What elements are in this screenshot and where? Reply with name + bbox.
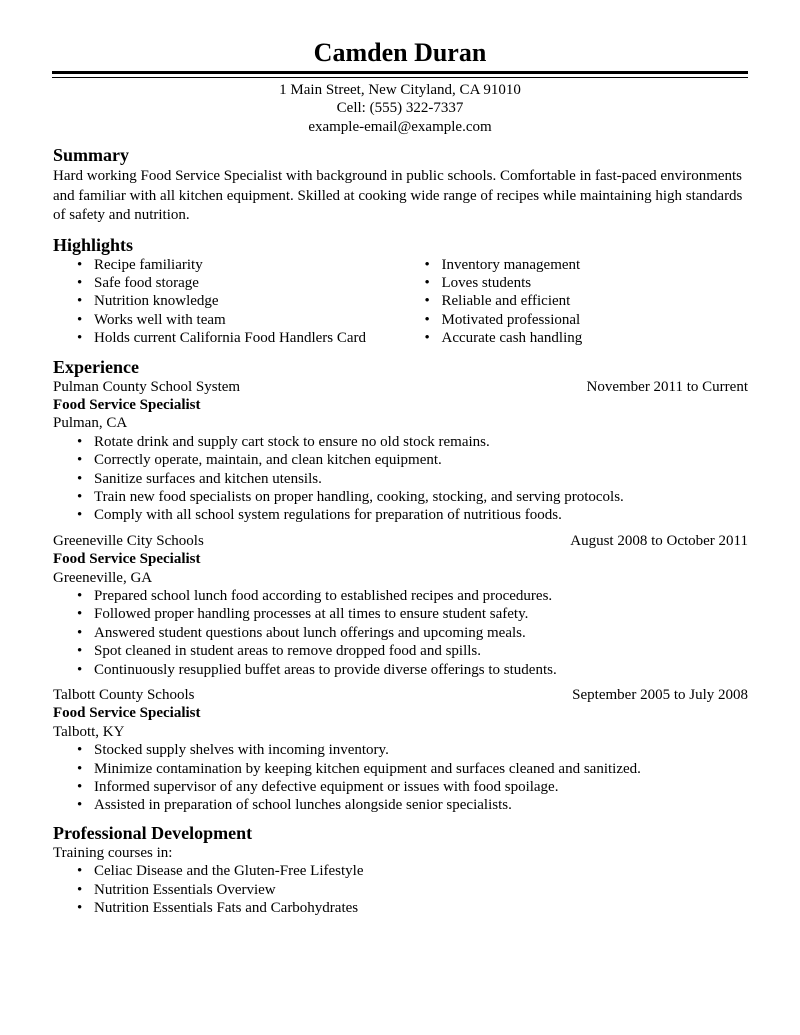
list-item: • Loves students — [442, 274, 749, 292]
list-item: • Nutrition Essentials Overview — [94, 881, 748, 899]
job-entry — [53, 378, 748, 525]
development-list — [53, 862, 748, 917]
address: 1 Main Street, New Cityland, CA 91010 — [279, 82, 521, 98]
list-item: • Continuously resupplied buffet areas to provide diverse offerings to students. — [94, 661, 748, 679]
list-item: • Prepared school lunch food according to established recipes and procedures. — [94, 587, 748, 605]
candidate-name: Camden Duran — [313, 38, 487, 67]
highlights-left — [53, 256, 401, 348]
list-item: • Stocked supply shelves with incoming inventory. — [94, 741, 748, 759]
job-location: Talbott, KY — [53, 723, 125, 740]
employer: Pulman County School System — [53, 378, 241, 395]
employer: Talbott County Schools — [53, 687, 195, 704]
list-item: • Nutrition knowledge — [94, 292, 401, 310]
list-item: • Rotate drink and supply cart stock to ensure no old stock remains. — [94, 433, 748, 451]
job-duties — [53, 587, 748, 679]
list-item: • Motivated professional — [442, 311, 749, 329]
job-location: Greeneville, GA — [53, 569, 153, 586]
list-item: • Spot cleaned in student areas to remove dropped food and spills. — [94, 642, 748, 660]
highlights-list — [53, 256, 748, 348]
email: example-email@example.com — [308, 118, 492, 135]
job-title: Food Service Specialist — [53, 396, 201, 413]
job-dates: November 2011 to Current — [586, 378, 748, 395]
job-dates: September 2005 to July 2008 — [572, 687, 748, 704]
list-item: • Answered student questions about lunch offerings and upcoming meals. — [94, 624, 748, 642]
list-item: • Assisted in preparation of school lunches alongside senior specialists. — [94, 796, 748, 814]
list-item: • Sanitize surfaces and kitchen utensils. — [94, 470, 748, 488]
list-item: • Reliable and efficient — [442, 292, 749, 310]
phone: Cell: (555) 322-7337 — [336, 100, 464, 117]
summary-text: Hard working Food Service Specialist with background in public schools. Comfortable in fast-paced environments and familiar with all kitchen equipment. Skilled at cooking wide range of recipes while maintaining high standards of safety and nutrition. — [53, 168, 743, 223]
list-item: • Minimize contamination by keeping kitchen equipment and surfaces cleaned and sanitized. — [94, 760, 748, 778]
job-duties — [53, 433, 748, 525]
list-item: • Correctly operate, maintain, and clean kitchen equipment. — [94, 451, 748, 469]
list-item: • Nutrition Essentials Fats and Carbohydrates — [94, 899, 748, 917]
development-heading: Professional Development — [53, 822, 253, 843]
job-entry — [53, 686, 748, 815]
job-title: Food Service Specialist — [53, 705, 201, 722]
list-item: • Recipe familiarity — [94, 256, 401, 274]
resume-body — [53, 144, 748, 918]
list-item: • Accurate cash handling — [442, 329, 749, 347]
job-entry — [53, 532, 748, 679]
employer: Greeneville City Schools — [53, 532, 204, 549]
development-intro: Training courses in: — [53, 844, 173, 861]
job-duties — [53, 741, 748, 815]
job-header — [53, 532, 748, 550]
contact-info — [0, 81, 800, 136]
experience-heading: Experience — [53, 356, 139, 377]
job-location: Pulman, CA — [53, 415, 128, 432]
job-header — [53, 378, 748, 396]
job-header — [53, 686, 748, 704]
job-title: Food Service Specialist — [53, 551, 201, 568]
list-item: • Informed supervisor of any defective equipment or issues with food spoilage. — [94, 778, 748, 796]
list-item: • Followed proper handling processes at all times to ensure student safety. — [94, 605, 748, 623]
list-item: • Inventory management — [442, 256, 749, 274]
list-item: • Train new food specialists on proper handling, cooking, stocking, and serving protocols. — [94, 488, 748, 506]
list-item: • Safe food storage — [94, 274, 401, 292]
header-rule-thin — [52, 77, 748, 78]
list-item: • Holds current California Food Handlers Card — [94, 329, 401, 347]
highlights-heading: Highlights — [53, 234, 134, 255]
list-item: • Works well with team — [94, 311, 401, 329]
experience-list — [53, 378, 748, 815]
summary-heading: Summary — [53, 145, 129, 165]
list-item: • Celiac Disease and the Gluten-Free Lifestyle — [94, 862, 748, 880]
list-item: • Comply with all school system regulations for preparation of nutritious foods. — [94, 506, 748, 524]
job-dates: August 2008 to October 2011 — [570, 532, 748, 549]
header-rule-thick — [52, 71, 748, 74]
highlights-right — [401, 256, 749, 348]
